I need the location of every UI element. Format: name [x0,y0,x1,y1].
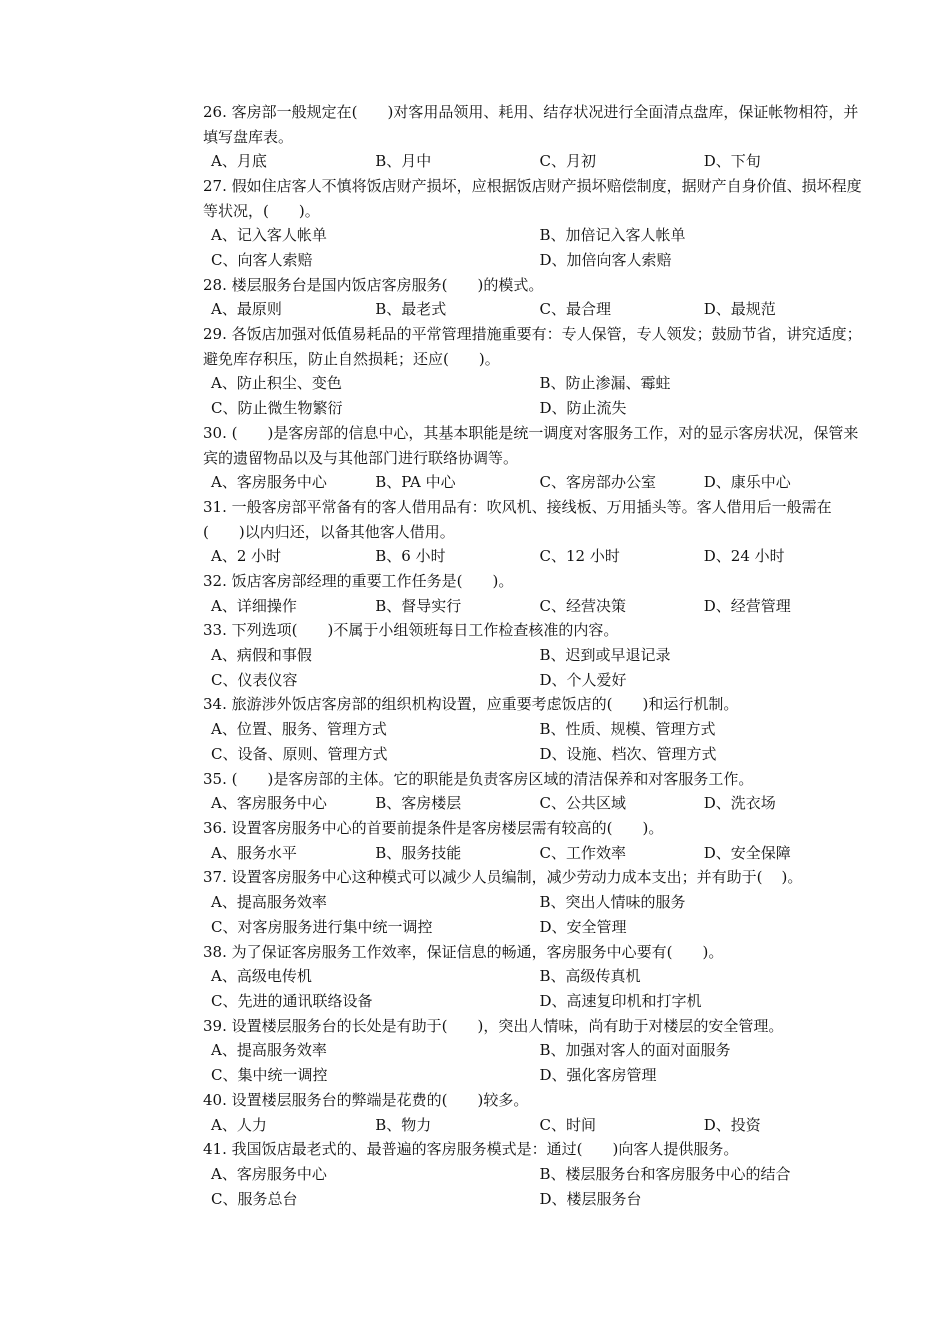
option-b: B、突出人情味的服务 [539,893,686,912]
option-a: A、客房服务中心 [211,473,327,492]
answer-options [203,1162,868,1187]
answer-options [203,297,868,322]
answer-options [203,594,868,619]
option-a: A、人力 [211,1115,267,1134]
option-d: D、强化客房管理 [539,1066,657,1085]
question-stem: 29. 各饭店加强对低值易耗品的平常管理措施重要有：专人保管，专人领发；鼓励节省，讲究适度；避免库存积压，防止自然损耗；还应( )。 [203,325,862,368]
answer-options [203,841,868,866]
option-c: C、设备、原则、管理方式 [211,744,388,763]
option-b: B、客房楼层 [375,794,462,813]
option-a: A、提高服务效率 [211,893,327,912]
question-40 [203,1088,868,1137]
answer-options [203,915,868,940]
option-a: A、防止积尘、变色 [211,374,342,393]
question-29 [203,322,868,421]
question-stem: 37. 设置客房服务中心这种模式可以减少人员编制，减少劳动力成本支出；并有助于( )。 [203,868,803,887]
option-c: C、向客人索赔 [211,250,313,269]
option-b: B、迟到或早退记录 [539,645,671,664]
question-stem: 34. 旅游涉外饭店客房部的组织机构设置，应重要考虑饭店的( )和运行机制。 [203,695,739,714]
question-37 [203,865,868,939]
question-list [203,100,868,1212]
option-d: D、康乐中心 [703,473,791,492]
question-26 [203,100,868,174]
answer-options [203,1038,868,1063]
answer-options [203,717,868,742]
option-c: C、集中统一调控 [211,1066,328,1085]
option-d: D、加倍向客人索赔 [539,250,672,269]
question-stem: 26. 客房部一般规定在( )对客用品领用、耗用、结存状况进行全面清点盘库，保证帐物相符，并填写盘库表。 [203,103,859,146]
question-stem: 30. ( )是客房部的信息中心，其基本职能是统一调度对客服务工作，对的显示客房状况，保管来宾的遗留物品以及与其他部门进行联络协调等。 [203,423,859,467]
option-d: D、安全保障 [703,843,791,862]
option-b: B、防止渗漏、霉蛀 [539,374,671,393]
option-a: A、记入客人帐单 [211,226,327,245]
option-c: C、最合理 [539,300,611,319]
option-b: B、月中 [375,152,432,171]
question-stem: 40. 设置楼层服务台的弊端是花费的( )较多。 [203,1091,529,1110]
question-stem: 33. 下列选项( )不属于小组领班每日工作检查核准的内容。 [203,621,619,640]
option-a: A、提高服务效率 [211,1041,327,1060]
option-a: A、最原则 [211,300,282,319]
question-stem: 41. 我国饭店最老式的、最普遍的客房服务模式是：通过( )向客人提供服务。 [203,1140,739,1159]
option-b: B、楼层服务台和客房服务中心的结合 [539,1165,791,1183]
question-stem: 31. 一般客房部平常备有的客人借用品有：吹风机、接线板、万用插头等。客人借用后一般需在( )以内归还，以备其他客人借用。 [203,497,832,541]
option-d: D、设施、档次、管理方式 [539,744,717,763]
answer-options [203,791,868,816]
answer-options [203,470,868,495]
option-c: C、仪表仪容 [211,670,298,689]
option-d: D、安全管理 [539,917,627,936]
question-38 [203,940,868,1014]
question-33 [203,618,868,692]
answer-options [203,1187,868,1212]
option-d: D、经营管理 [703,596,791,615]
option-a: A、服务水平 [211,843,297,862]
option-c: C、客房部办公室 [539,473,656,492]
option-b: B、服务技能 [375,843,462,862]
answer-options [203,643,868,668]
option-c: C、对客房服务进行集中统一调控 [211,917,433,936]
answer-options [203,248,868,273]
question-31 [203,495,868,569]
question-stem: 27. 假如住店客人不慎将饭店财产损坏，应根据饭店财产损坏赔偿制度，据财产自身价值、损坏程度等状况，( )。 [203,176,862,220]
option-c: C、工作效率 [539,843,626,862]
option-d: D、下旬 [703,152,761,171]
option-a: A、2 小时 [211,547,282,566]
question-stem: 39. 设置楼层服务台的长处是有助于( )，突出人情味，尚有助于对楼层的安全管理。 [203,1016,784,1035]
question-27 [203,174,868,273]
question-stem: 36. 设置客房服务中心的首要前提条件是客房楼层需有较高的( )。 [203,819,664,838]
option-c: C、防止微生物繁衍 [211,399,343,418]
answer-options [203,396,868,421]
option-d: D、洗衣场 [703,794,776,813]
option-b: B、加倍记入客人帐单 [539,226,686,245]
answer-options [203,668,868,693]
answer-options [203,1113,868,1138]
answer-options [203,742,868,767]
option-b: B、督导实行 [375,596,462,615]
option-b: B、高级传真机 [539,967,641,986]
question-stem: 32. 饭店客房部经理的重要工作任务是( )。 [203,571,514,590]
question-39 [203,1014,868,1088]
question-30 [203,421,868,495]
option-d: D、24 小时 [703,547,785,566]
answer-options [203,964,868,989]
answer-options [203,371,868,396]
answer-options [203,1063,868,1088]
question-36 [203,816,868,865]
option-c: C、月初 [539,152,596,171]
question-stem: 38. 为了保证客房服务工作效率，保证信息的畅通，客房服务中心要有( )。 [203,942,724,961]
option-c: C、时间 [539,1115,596,1134]
answer-options [203,149,868,174]
option-a: A、客房服务中心 [211,794,327,813]
answer-options [203,223,868,248]
answer-options [203,890,868,915]
option-d: D、楼层服务台 [539,1189,642,1208]
option-c: C、服务总台 [211,1189,298,1208]
option-a: A、病假和事假 [211,645,312,664]
option-b: B、6 小时 [375,547,446,566]
question-41 [203,1137,868,1211]
option-a: A、位置、服务、管理方式 [211,720,387,739]
question-35 [203,767,868,816]
option-b: B、PA 中心 [375,473,456,492]
option-c: C、公共区域 [539,794,626,813]
question-stem: 28. 楼层服务台是国内饭店客房服务( )的模式。 [203,275,544,294]
option-c: C、经营决策 [539,596,626,615]
option-c: C、先进的通讯联络设备 [211,992,373,1011]
option-d: D、防止流失 [539,399,627,418]
answer-options [203,544,868,569]
option-d: D、个人爱好 [539,670,627,689]
answer-options [203,989,868,1014]
option-b: B、性质、规模、管理方式 [539,720,716,739]
option-b: B、最老式 [375,300,447,319]
question-32 [203,569,868,618]
option-b: B、加强对客人的面对面服务 [539,1041,731,1060]
option-d: D、高速复印机和打字机 [539,992,702,1011]
question-34 [203,692,868,766]
option-d: D、投资 [703,1115,761,1134]
option-a: A、详细操作 [211,596,297,615]
option-d: D、最规范 [703,300,776,319]
option-a: A、月底 [211,152,267,171]
option-c: C、12 小时 [539,547,620,566]
option-b: B、物力 [375,1115,432,1134]
question-stem: 35. ( )是客房部的主体。它的职能是负责客房区域的清洁保养和对客服务工作。 [203,769,754,788]
question-28 [203,273,868,322]
option-a: A、高级电传机 [211,967,312,986]
option-a: A、客房服务中心 [211,1165,327,1183]
